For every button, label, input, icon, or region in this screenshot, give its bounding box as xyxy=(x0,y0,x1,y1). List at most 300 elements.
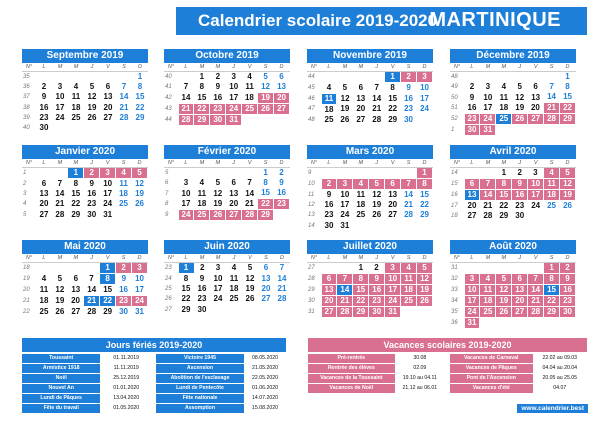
day-cell[interactable]: 15 xyxy=(181,284,191,294)
day-cell[interactable]: 19 xyxy=(213,199,223,209)
day-cell[interactable]: 2 xyxy=(279,168,284,177)
day-cell[interactable]: 13 xyxy=(464,190,480,201)
day-cell[interactable]: 17 xyxy=(464,296,480,307)
day-cell[interactable]: 5 xyxy=(560,168,576,179)
day-cell[interactable]: 19 xyxy=(87,102,97,112)
day-cell[interactable]: 2 xyxy=(116,263,132,274)
day-cell[interactable]: 24 xyxy=(385,296,401,307)
day-cell[interactable]: 16 xyxy=(467,103,477,113)
day-cell[interactable]: 16 xyxy=(560,285,576,296)
day-cell[interactable]: 23 xyxy=(324,210,334,220)
day-cell[interactable]: 17 xyxy=(483,103,493,113)
day-cell[interactable]: 11 xyxy=(321,93,337,104)
day-cell[interactable]: 22 xyxy=(544,296,560,307)
day-cell[interactable]: 9 xyxy=(560,274,576,285)
day-cell[interactable]: 25 xyxy=(242,104,258,115)
day-cell[interactable]: 2 xyxy=(215,72,221,81)
day-cell[interactable]: 1 xyxy=(263,168,268,177)
day-cell[interactable]: 11 xyxy=(245,82,254,92)
day-cell[interactable]: 3 xyxy=(485,82,491,92)
day-cell[interactable]: 18 xyxy=(499,103,509,113)
day-cell[interactable]: 21 xyxy=(372,104,382,114)
day-cell[interactable]: 18 xyxy=(119,189,129,199)
day-cell[interactable]: 13 xyxy=(388,190,398,199)
day-cell[interactable]: 28 xyxy=(119,113,129,123)
day-cell[interactable]: 27 xyxy=(528,114,544,125)
day-cell[interactable]: 17 xyxy=(420,93,429,103)
day-cell[interactable]: 13 xyxy=(512,285,528,296)
day-cell[interactable]: 25 xyxy=(71,113,81,123)
day-cell[interactable]: 17 xyxy=(229,92,239,102)
day-cell[interactable]: 8 xyxy=(263,178,268,188)
day-cell[interactable]: 6 xyxy=(321,274,337,285)
day-cell[interactable]: 30 xyxy=(560,307,576,318)
day-cell[interactable]: 20 xyxy=(261,284,271,294)
day-cell[interactable]: 11 xyxy=(480,285,496,296)
day-cell[interactable]: 6 xyxy=(231,178,236,188)
day-cell[interactable]: 18 xyxy=(356,200,366,210)
day-cell[interactable]: 31 xyxy=(480,125,496,136)
day-cell[interactable]: 12 xyxy=(213,188,223,198)
day-cell[interactable]: 26 xyxy=(563,201,572,210)
day-cell[interactable]: 17 xyxy=(135,284,144,294)
day-cell[interactable]: 24 xyxy=(340,210,350,220)
day-cell[interactable]: 6 xyxy=(263,263,269,273)
day-cell[interactable]: 10 xyxy=(103,179,113,188)
day-cell[interactable]: 20 xyxy=(39,199,49,209)
day-cell[interactable]: 7 xyxy=(337,274,353,285)
day-cell[interactable]: 2 xyxy=(41,82,47,92)
day-cell[interactable]: 5 xyxy=(417,263,433,274)
day-cell[interactable]: 12 xyxy=(135,179,144,188)
day-cell[interactable]: 14 xyxy=(547,92,557,102)
footer-site-link[interactable]: www.calendrier.best xyxy=(517,404,588,413)
day-cell[interactable]: 3 xyxy=(215,263,221,273)
day-cell[interactable]: 31 xyxy=(135,307,144,316)
day-cell[interactable]: 4 xyxy=(480,274,496,285)
day-cell[interactable]: 26 xyxy=(417,296,433,307)
day-cell[interactable]: 5 xyxy=(247,263,253,273)
day-cell[interactable]: 13 xyxy=(103,92,113,102)
day-cell[interactable]: 23 xyxy=(515,201,525,210)
day-cell[interactable]: 9 xyxy=(369,274,385,285)
day-cell[interactable]: 10 xyxy=(340,190,350,199)
day-cell[interactable]: 1 xyxy=(178,263,194,274)
day-cell[interactable]: 25 xyxy=(547,201,557,210)
day-cell[interactable]: 30 xyxy=(324,220,334,230)
day-cell[interactable]: 27 xyxy=(388,210,398,220)
day-cell[interactable]: 10 xyxy=(528,179,544,190)
day-cell[interactable]: 18 xyxy=(71,102,81,112)
day-cell[interactable]: 28 xyxy=(544,114,560,125)
day-cell[interactable]: 11 xyxy=(544,179,560,190)
day-cell[interactable]: 17 xyxy=(213,284,223,294)
day-cell[interactable]: 25 xyxy=(194,210,210,221)
day-cell[interactable]: 7 xyxy=(528,274,544,285)
day-cell[interactable]: 19 xyxy=(340,104,350,114)
day-cell[interactable]: 10 xyxy=(483,92,493,102)
day-cell[interactable]: 8 xyxy=(390,83,395,92)
day-cell[interactable]: 30 xyxy=(210,115,226,126)
day-cell[interactable]: 8 xyxy=(496,179,512,190)
day-cell[interactable]: 27 xyxy=(321,307,337,318)
day-cell[interactable]: 18 xyxy=(401,285,417,296)
day-cell[interactable]: 14 xyxy=(87,284,97,294)
day-cell[interactable]: 16 xyxy=(512,190,528,201)
day-cell[interactable]: 29 xyxy=(499,211,509,221)
day-cell[interactable]: 7 xyxy=(480,179,496,190)
day-cell[interactable]: 21 xyxy=(277,284,287,294)
day-cell[interactable]: 3 xyxy=(417,72,433,83)
day-cell[interactable]: 6 xyxy=(533,82,538,92)
day-cell[interactable]: 21 xyxy=(84,296,100,307)
day-cell[interactable]: 18 xyxy=(244,92,254,102)
day-cell[interactable]: 31 xyxy=(340,220,350,230)
day-cell[interactable]: 7 xyxy=(247,178,252,188)
day-cell[interactable]: 20 xyxy=(321,296,337,307)
day-cell[interactable]: 14 xyxy=(245,188,255,198)
day-cell[interactable]: 30 xyxy=(464,125,480,136)
day-cell[interactable]: 17 xyxy=(385,285,401,296)
day-cell[interactable]: 1 xyxy=(544,263,560,274)
day-cell[interactable]: 9 xyxy=(469,92,475,102)
day-cell[interactable]: 7 xyxy=(57,178,63,188)
day-cell[interactable]: 25 xyxy=(480,307,496,318)
day-cell[interactable]: 24 xyxy=(103,199,113,209)
day-cell[interactable]: 29 xyxy=(103,307,113,316)
day-cell[interactable]: 16 xyxy=(197,284,207,294)
day-cell[interactable]: 18 xyxy=(229,284,239,294)
day-cell[interactable]: 1 xyxy=(501,168,507,177)
day-cell[interactable]: 24 xyxy=(55,113,65,123)
day-cell[interactable]: 21 xyxy=(55,199,65,209)
day-cell[interactable]: 30 xyxy=(119,307,129,316)
day-cell[interactable]: 18 xyxy=(544,190,560,201)
day-cell[interactable]: 27 xyxy=(356,114,366,124)
day-cell[interactable]: 5 xyxy=(132,168,148,179)
day-cell[interactable]: 23 xyxy=(87,199,97,209)
day-cell[interactable]: 22 xyxy=(258,199,274,210)
day-cell[interactable]: 12 xyxy=(340,93,350,103)
day-cell[interactable]: 21 xyxy=(244,199,254,209)
day-cell[interactable]: 15 xyxy=(496,190,512,201)
day-cell[interactable]: 23 xyxy=(210,104,226,115)
day-cell[interactable]: 2 xyxy=(84,168,100,179)
day-cell[interactable]: 31 xyxy=(226,115,242,126)
day-cell[interactable]: 1 xyxy=(68,168,84,179)
day-cell[interactable]: 13 xyxy=(531,92,541,102)
day-cell[interactable]: 26 xyxy=(245,294,255,304)
day-cell[interactable]: 20 xyxy=(467,201,477,210)
day-cell[interactable]: 22 xyxy=(135,102,145,112)
day-cell[interactable]: 20 xyxy=(274,93,290,104)
day-cell[interactable]: 25 xyxy=(39,306,49,316)
day-cell[interactable]: 6 xyxy=(385,179,401,190)
day-cell[interactable]: 10 xyxy=(464,285,480,296)
day-cell[interactable]: 28 xyxy=(87,307,97,316)
day-cell[interactable]: 15 xyxy=(353,285,369,296)
day-cell[interactable]: 27 xyxy=(226,210,242,221)
day-cell[interactable]: 23 xyxy=(197,294,207,304)
day-cell[interactable]: 5 xyxy=(57,274,63,283)
day-cell[interactable]: 28 xyxy=(55,209,65,219)
day-cell[interactable]: 25 xyxy=(229,294,239,304)
day-cell[interactable]: 2 xyxy=(321,179,337,190)
day-cell[interactable]: 2 xyxy=(374,263,379,272)
day-cell[interactable]: 9 xyxy=(326,190,332,199)
day-cell[interactable]: 15 xyxy=(71,189,81,199)
day-cell[interactable]: 16 xyxy=(119,284,129,294)
day-cell[interactable]: 17 xyxy=(528,190,544,201)
day-cell[interactable]: 15 xyxy=(544,285,560,296)
day-cell[interactable]: 27 xyxy=(274,104,290,115)
day-cell[interactable]: 19 xyxy=(372,200,382,210)
day-cell[interactable]: 12 xyxy=(55,285,65,294)
day-cell[interactable]: 11 xyxy=(499,92,509,102)
day-cell[interactable]: 28 xyxy=(483,211,493,221)
day-cell[interactable]: 1 xyxy=(385,72,401,83)
day-cell[interactable]: 4 xyxy=(544,168,560,179)
day-cell[interactable]: 14 xyxy=(480,190,496,201)
day-cell[interactable]: 2 xyxy=(401,72,417,83)
day-cell[interactable]: 8 xyxy=(353,274,369,285)
day-cell[interactable]: 28 xyxy=(372,114,382,124)
day-cell[interactable]: 4 xyxy=(199,178,205,188)
day-cell[interactable]: 6 xyxy=(41,178,47,188)
day-cell[interactable]: 15 xyxy=(197,92,207,102)
day-cell[interactable]: 1 xyxy=(565,72,570,81)
day-cell[interactable]: 6 xyxy=(358,82,364,92)
day-cell[interactable]: 4 xyxy=(326,82,332,92)
day-cell[interactable]: 2 xyxy=(560,263,576,274)
day-cell[interactable]: 26 xyxy=(512,114,528,125)
day-cell[interactable]: 3 xyxy=(183,178,189,188)
day-cell[interactable]: 23 xyxy=(560,296,576,307)
day-cell[interactable]: 23 xyxy=(274,199,290,210)
day-cell[interactable]: 30 xyxy=(404,114,414,124)
day-cell[interactable]: 13 xyxy=(71,285,81,294)
day-cell[interactable]: 8 xyxy=(73,179,79,188)
day-cell[interactable]: 8 xyxy=(544,274,560,285)
day-cell[interactable]: 23 xyxy=(39,113,49,123)
day-cell[interactable]: 26 xyxy=(340,114,350,124)
day-cell[interactable]: 24 xyxy=(132,296,148,307)
day-cell[interactable]: 28 xyxy=(337,307,353,318)
day-cell[interactable]: 18 xyxy=(39,296,49,305)
day-cell[interactable]: 20 xyxy=(512,296,528,307)
day-cell[interactable]: 9 xyxy=(199,273,205,283)
day-cell[interactable]: 5 xyxy=(517,82,522,92)
day-cell[interactable]: 22 xyxy=(100,296,116,307)
day-cell[interactable]: 29 xyxy=(71,209,81,219)
day-cell[interactable]: 29 xyxy=(181,304,191,314)
day-cell[interactable]: 23 xyxy=(369,296,385,307)
day-cell[interactable]: 19 xyxy=(560,190,576,201)
day-cell[interactable]: 4 xyxy=(501,82,507,92)
day-cell[interactable]: 2 xyxy=(469,82,475,92)
day-cell[interactable]: 7 xyxy=(89,274,94,283)
day-cell[interactable]: 3 xyxy=(231,72,236,81)
day-cell[interactable]: 19 xyxy=(245,284,255,294)
day-cell[interactable]: 10 xyxy=(229,82,239,92)
day-cell[interactable]: 7 xyxy=(401,179,417,190)
day-cell[interactable]: 24 xyxy=(226,104,242,115)
day-cell[interactable]: 14 xyxy=(404,190,414,199)
day-cell[interactable]: 6 xyxy=(464,179,480,190)
day-cell[interactable]: 26 xyxy=(258,104,274,115)
day-cell[interactable]: 27 xyxy=(71,306,81,316)
day-cell[interactable]: 1 xyxy=(358,263,364,272)
day-cell[interactable]: 22 xyxy=(499,201,509,210)
day-cell[interactable]: 10 xyxy=(55,92,65,102)
day-cell[interactable]: 27 xyxy=(467,211,477,221)
day-cell[interactable]: 29 xyxy=(544,307,560,318)
day-cell[interactable]: 12 xyxy=(245,273,255,283)
day-cell[interactable]: 14 xyxy=(181,92,191,102)
day-cell[interactable]: 28 xyxy=(178,115,194,126)
day-cell[interactable]: 14 xyxy=(337,285,353,296)
day-cell[interactable]: 17 xyxy=(181,199,191,209)
day-cell[interactable]: 12 xyxy=(560,179,576,190)
day-cell[interactable]: 22 xyxy=(181,294,191,304)
day-cell[interactable]: 30 xyxy=(515,211,525,221)
day-cell[interactable]: 27 xyxy=(261,294,271,304)
day-cell[interactable]: 3 xyxy=(385,263,401,274)
day-cell[interactable]: 10 xyxy=(213,273,223,283)
day-cell[interactable]: 15 xyxy=(103,285,113,294)
day-cell[interactable]: 15 xyxy=(261,188,271,198)
day-cell[interactable]: 9 xyxy=(406,83,411,92)
day-cell[interactable]: 21 xyxy=(119,102,129,112)
day-cell[interactable]: 29 xyxy=(194,115,210,126)
day-cell[interactable]: 25 xyxy=(119,199,129,209)
day-cell[interactable]: 20 xyxy=(388,200,398,210)
day-cell[interactable]: 21 xyxy=(404,200,414,210)
day-cell[interactable]: 22 xyxy=(388,104,398,114)
day-cell[interactable]: 26 xyxy=(55,306,65,316)
day-cell[interactable]: 29 xyxy=(135,113,145,123)
day-cell[interactable]: 19 xyxy=(515,103,525,113)
day-cell[interactable]: 12 xyxy=(417,274,433,285)
day-cell[interactable]: 21 xyxy=(178,104,194,115)
day-cell[interactable]: 17 xyxy=(55,102,65,112)
day-cell[interactable]: 5 xyxy=(89,82,95,92)
day-cell[interactable]: 2 xyxy=(200,263,205,273)
day-cell[interactable]: 6 xyxy=(279,72,284,81)
day-cell[interactable]: 4 xyxy=(41,274,47,283)
day-cell[interactable]: 7 xyxy=(183,82,189,92)
day-cell[interactable]: 4 xyxy=(401,263,417,274)
day-cell[interactable]: 20 xyxy=(71,296,80,305)
day-cell[interactable]: 23 xyxy=(464,114,480,125)
day-cell[interactable]: 8 xyxy=(417,179,433,190)
day-cell[interactable]: 15 xyxy=(420,190,429,199)
day-cell[interactable]: 3 xyxy=(464,274,480,285)
day-cell[interactable]: 12 xyxy=(261,82,271,91)
day-cell[interactable]: 28 xyxy=(404,210,414,220)
day-cell[interactable]: 6 xyxy=(105,82,111,92)
day-cell[interactable]: 24 xyxy=(420,104,429,114)
day-cell[interactable]: 21 xyxy=(337,296,353,307)
day-cell[interactable]: 29 xyxy=(420,210,429,220)
day-cell[interactable]: 16 xyxy=(39,102,49,112)
day-cell[interactable]: 26 xyxy=(496,307,512,318)
day-cell[interactable]: 30 xyxy=(197,304,207,314)
day-cell[interactable]: 28 xyxy=(242,210,258,221)
day-cell[interactable]: 8 xyxy=(100,274,116,285)
day-cell[interactable]: 25 xyxy=(324,114,334,124)
day-cell[interactable]: 11 xyxy=(39,285,49,294)
day-cell[interactable]: 24 xyxy=(531,201,541,210)
day-cell[interactable]: 27 xyxy=(512,307,528,318)
day-cell[interactable]: 20 xyxy=(229,199,239,209)
day-cell[interactable]: 11 xyxy=(356,190,366,199)
day-cell[interactable]: 8 xyxy=(183,274,189,283)
day-cell[interactable]: 5 xyxy=(369,179,385,190)
day-cell[interactable]: 10 xyxy=(181,188,191,198)
day-cell[interactable]: 3 xyxy=(57,82,63,92)
day-cell[interactable]: 13 xyxy=(321,285,337,296)
day-cell[interactable]: 5 xyxy=(496,274,512,285)
day-cell[interactable]: 1 xyxy=(137,72,143,81)
day-cell[interactable]: 25 xyxy=(401,296,417,307)
day-cell[interactable]: 7 xyxy=(374,82,379,92)
day-cell[interactable]: 19 xyxy=(258,93,274,104)
day-cell[interactable]: 16 xyxy=(404,93,414,103)
day-cell[interactable]: 24 xyxy=(480,114,496,125)
day-cell[interactable]: 12 xyxy=(496,285,512,296)
day-cell[interactable]: 22 xyxy=(420,200,429,210)
day-cell[interactable]: 31 xyxy=(385,307,401,318)
day-cell[interactable]: 13 xyxy=(277,82,286,91)
day-cell[interactable]: 11 xyxy=(71,92,81,102)
day-cell[interactable]: 14 xyxy=(55,189,65,199)
day-cell[interactable]: 16 xyxy=(213,92,223,102)
day-cell[interactable]: 4 xyxy=(73,82,79,92)
day-cell[interactable]: 12 xyxy=(87,92,97,102)
day-cell[interactable]: 11 xyxy=(197,188,207,198)
day-cell[interactable]: 27 xyxy=(103,113,113,123)
day-cell[interactable]: 3 xyxy=(533,168,538,177)
day-cell[interactable]: 30 xyxy=(87,209,97,219)
day-cell[interactable]: 1 xyxy=(100,263,116,274)
day-cell[interactable]: 10 xyxy=(420,83,429,92)
day-cell[interactable]: 9 xyxy=(41,92,47,102)
day-cell[interactable]: 9 xyxy=(512,179,528,190)
day-cell[interactable]: 13 xyxy=(261,273,271,283)
day-cell[interactable]: 13 xyxy=(356,93,366,103)
day-cell[interactable]: 26 xyxy=(135,199,144,209)
day-cell[interactable]: 17 xyxy=(340,200,350,210)
day-cell[interactable]: 3 xyxy=(132,263,148,274)
day-cell[interactable]: 24 xyxy=(178,210,194,221)
day-cell[interactable]: 30 xyxy=(369,307,385,318)
day-cell[interactable]: 4 xyxy=(247,72,252,81)
day-cell[interactable]: 13 xyxy=(229,188,239,198)
day-cell[interactable]: 15 xyxy=(135,92,145,102)
day-cell[interactable]: 14 xyxy=(372,93,382,103)
day-cell[interactable]: 23 xyxy=(116,296,132,307)
day-cell[interactable]: 29 xyxy=(388,114,398,124)
day-cell[interactable]: 11 xyxy=(229,273,239,283)
day-cell[interactable]: 10 xyxy=(135,274,144,284)
day-cell[interactable]: 28 xyxy=(277,294,287,304)
day-cell[interactable]: 22 xyxy=(194,104,210,115)
day-cell[interactable]: 12 xyxy=(515,92,525,102)
day-cell[interactable]: 5 xyxy=(342,82,348,92)
day-cell[interactable]: 18 xyxy=(324,104,334,114)
day-cell[interactable]: 17 xyxy=(103,189,113,199)
